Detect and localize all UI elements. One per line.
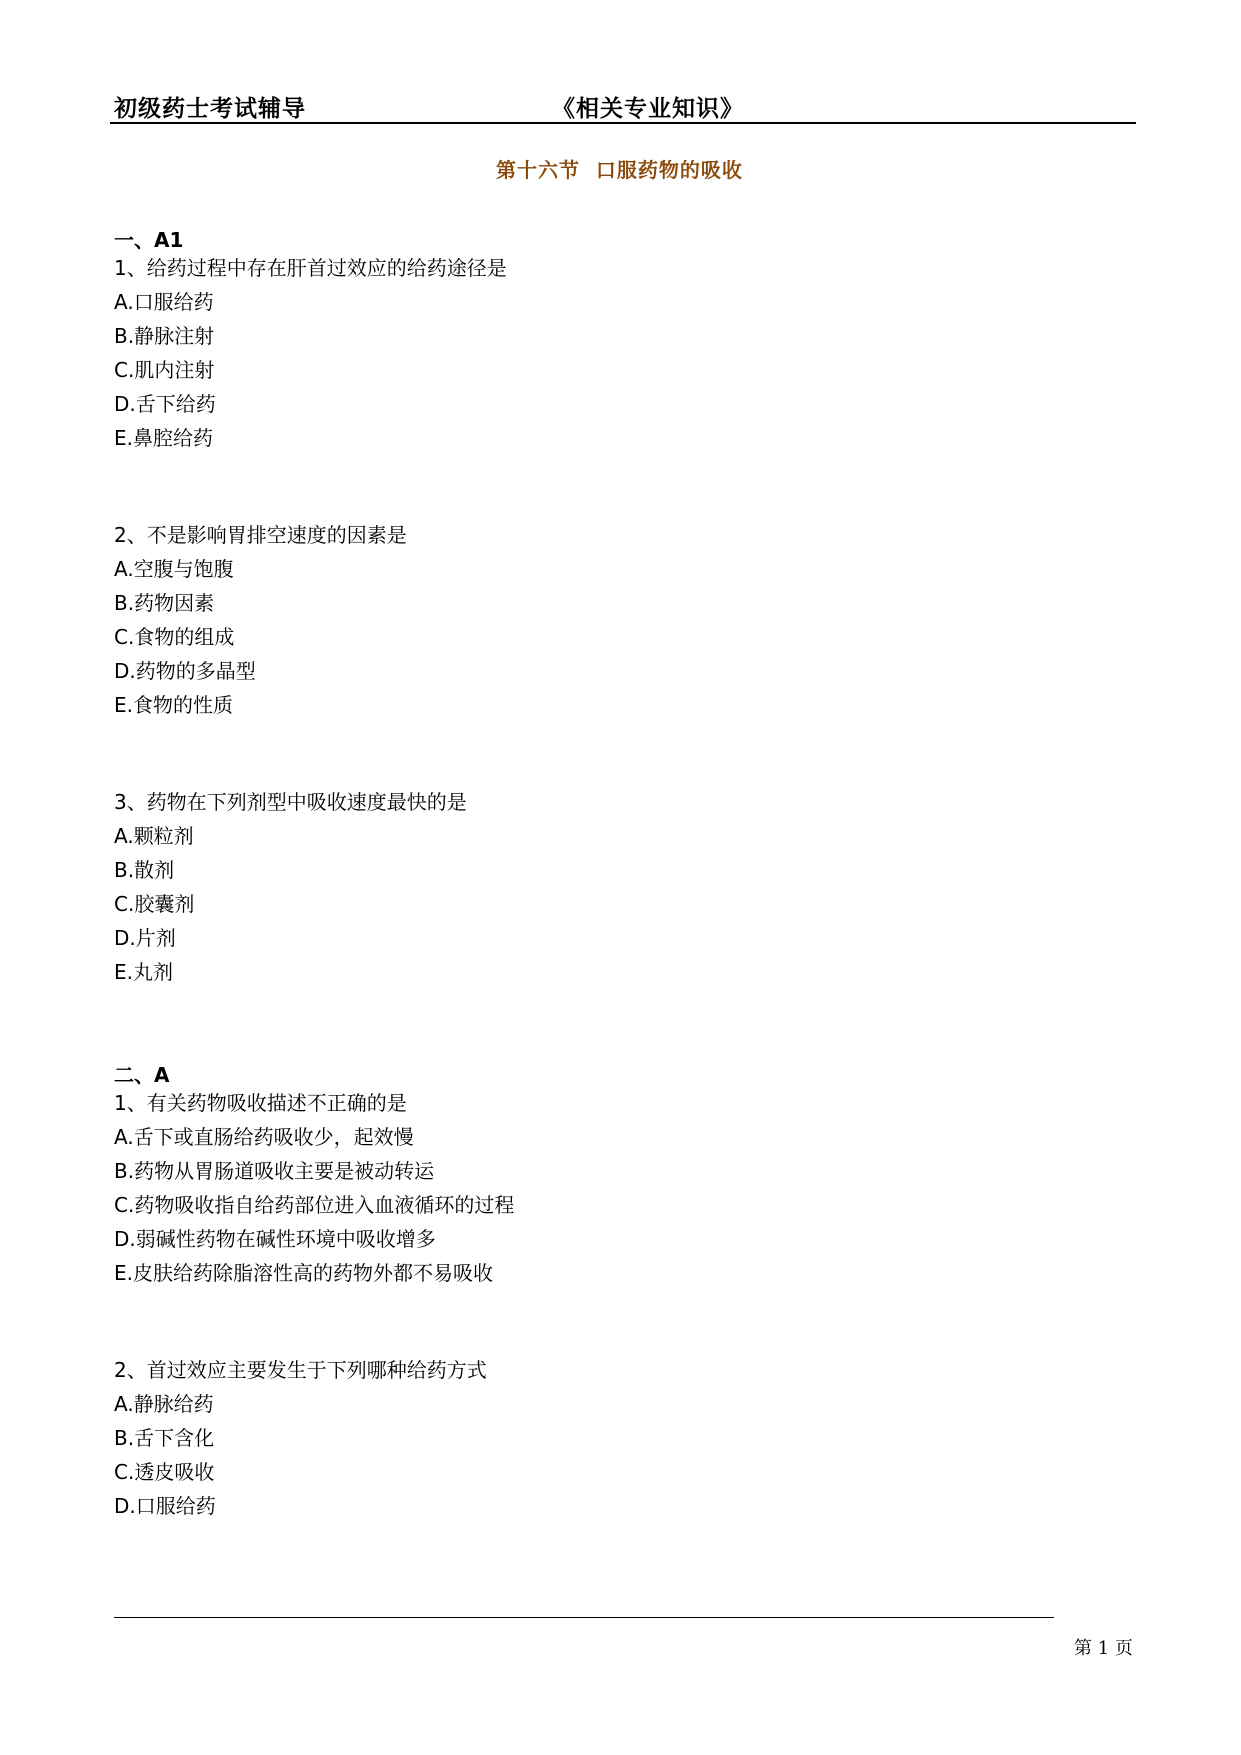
- header-subject-title: 《相关专业知识》: [552, 96, 744, 122]
- answer-option: B.静脉注射: [114, 324, 215, 348]
- header-rule: [110, 122, 1136, 124]
- answer-option: C.透皮吸收: [114, 1460, 215, 1484]
- answer-option: C.食物的组成: [114, 625, 235, 649]
- question-stem: 3、药物在下列剂型中吸收速度最快的是: [114, 790, 467, 814]
- page-header: [110, 86, 1136, 126]
- footer-rule: [114, 1617, 1054, 1618]
- answer-option: D.药物的多晶型: [114, 659, 256, 683]
- part-heading: 一、A1: [114, 228, 184, 252]
- answer-option: B.舌下含化: [114, 1426, 215, 1450]
- answer-option: D.片剂: [114, 926, 176, 950]
- answer-option: B.药物从胃肠道吸收主要是被动转运: [114, 1159, 435, 1183]
- question-stem: 1、给药过程中存在肝首过效应的给药途径是: [114, 256, 507, 280]
- answer-option: C.药物吸收指自给药部位进入血液循环的过程: [114, 1193, 515, 1217]
- question-stem: 2、不是影响胃排空速度的因素是: [114, 523, 407, 547]
- answer-option: A.口服给药: [114, 290, 214, 314]
- answer-option: B.药物因素: [114, 591, 215, 615]
- question-stem: 2、首过效应主要发生于下列哪种给药方式: [114, 1358, 487, 1382]
- answer-option: A.静脉给药: [114, 1392, 214, 1416]
- page-number: 第 1 页: [1074, 1638, 1133, 1659]
- answer-option: D.口服给药: [114, 1494, 216, 1518]
- answer-option: D.舌下给药: [114, 392, 216, 416]
- question-stem: 1、有关药物吸收描述不正确的是: [114, 1091, 407, 1115]
- answer-option: E.食物的性质: [114, 693, 233, 717]
- answer-option: E.皮肤给药除脂溶性高的药物外都不易吸收: [114, 1261, 493, 1285]
- answer-option: C.胶囊剂: [114, 892, 195, 916]
- answer-option: A.颗粒剂: [114, 824, 194, 848]
- answer-option: B.散剂: [114, 858, 175, 882]
- answer-option: E.鼻腔给药: [114, 426, 213, 450]
- answer-option: E.丸剂: [114, 960, 173, 984]
- answer-option: D.弱碱性药物在碱性环境中吸收增多: [114, 1227, 436, 1251]
- header-course-title: 初级药士考试辅导: [114, 96, 306, 122]
- answer-option: A.舌下或直肠给药吸收少，起效慢: [114, 1125, 414, 1149]
- answer-option: C.肌内注射: [114, 358, 215, 382]
- answer-option: A.空腹与饱腹: [114, 557, 234, 581]
- part-heading: 二、A: [114, 1063, 170, 1087]
- section-title: 第十六节 口服药物的吸收: [496, 158, 743, 182]
